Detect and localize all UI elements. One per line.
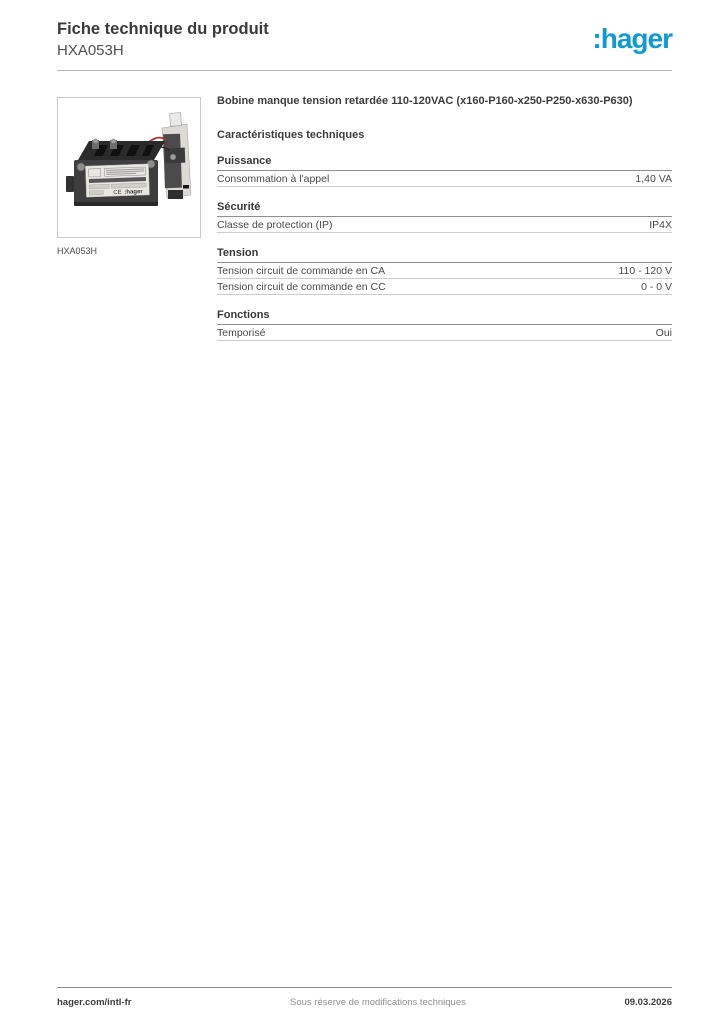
footer-website-link[interactable]: hager.com/intl-fr xyxy=(57,997,132,1008)
section-title: Tension xyxy=(217,247,672,263)
section-puissance xyxy=(217,155,672,187)
table-row xyxy=(217,263,672,279)
row-label: Tension circuit de commande en CA xyxy=(217,264,386,277)
characteristics-heading: Caractéristiques techniques xyxy=(217,129,365,142)
table-row xyxy=(217,217,672,233)
main-content xyxy=(57,97,672,341)
product-image xyxy=(57,97,201,238)
product-reference: HXA053H xyxy=(57,42,124,60)
device-brand-text: :hager xyxy=(124,189,143,196)
footer-disclaimer: Sous réserve de modifications techniques xyxy=(290,997,466,1008)
product-image-column xyxy=(57,97,201,256)
footer xyxy=(57,987,672,1008)
section-title: Sécurité xyxy=(217,201,672,217)
row-value: Oui xyxy=(655,326,672,339)
row-label: Temporisé xyxy=(217,326,266,339)
footer-row xyxy=(57,997,672,1008)
hager-logo: :hager xyxy=(592,23,672,54)
row-value: 110 - 120 V xyxy=(618,264,672,277)
row-label: Classe de protection (IP) xyxy=(217,218,333,231)
row-value: 1,40 VA xyxy=(635,172,672,185)
table-row xyxy=(217,279,672,295)
section-securite xyxy=(217,201,672,233)
section-title: Puissance xyxy=(217,155,672,171)
header-divider xyxy=(57,70,672,71)
image-caption: HXA053H xyxy=(57,246,98,256)
product-description: Bobine manque tension retardée 110-120VAC (x160-P160-x250-P250-x630-P630) xyxy=(217,95,633,107)
section-title: Fonctions xyxy=(217,309,672,325)
footer-date: 09.03.2026 xyxy=(624,997,672,1008)
row-value: IP4X xyxy=(649,218,672,231)
header xyxy=(57,20,672,60)
section-tension xyxy=(217,247,672,295)
table-row xyxy=(217,325,672,341)
row-value: 0 - 0 V xyxy=(641,280,672,293)
section-fonctions xyxy=(217,309,672,341)
characteristics-column xyxy=(217,95,672,341)
device-ce-mark: CE xyxy=(113,189,122,197)
relay-device-illustration xyxy=(58,98,200,237)
row-label: Tension circuit de commande en CC xyxy=(217,280,386,293)
page-title: Fiche technique du produit xyxy=(57,20,269,38)
table-row xyxy=(217,171,672,187)
row-label: Consommation à l'appel xyxy=(217,172,330,185)
